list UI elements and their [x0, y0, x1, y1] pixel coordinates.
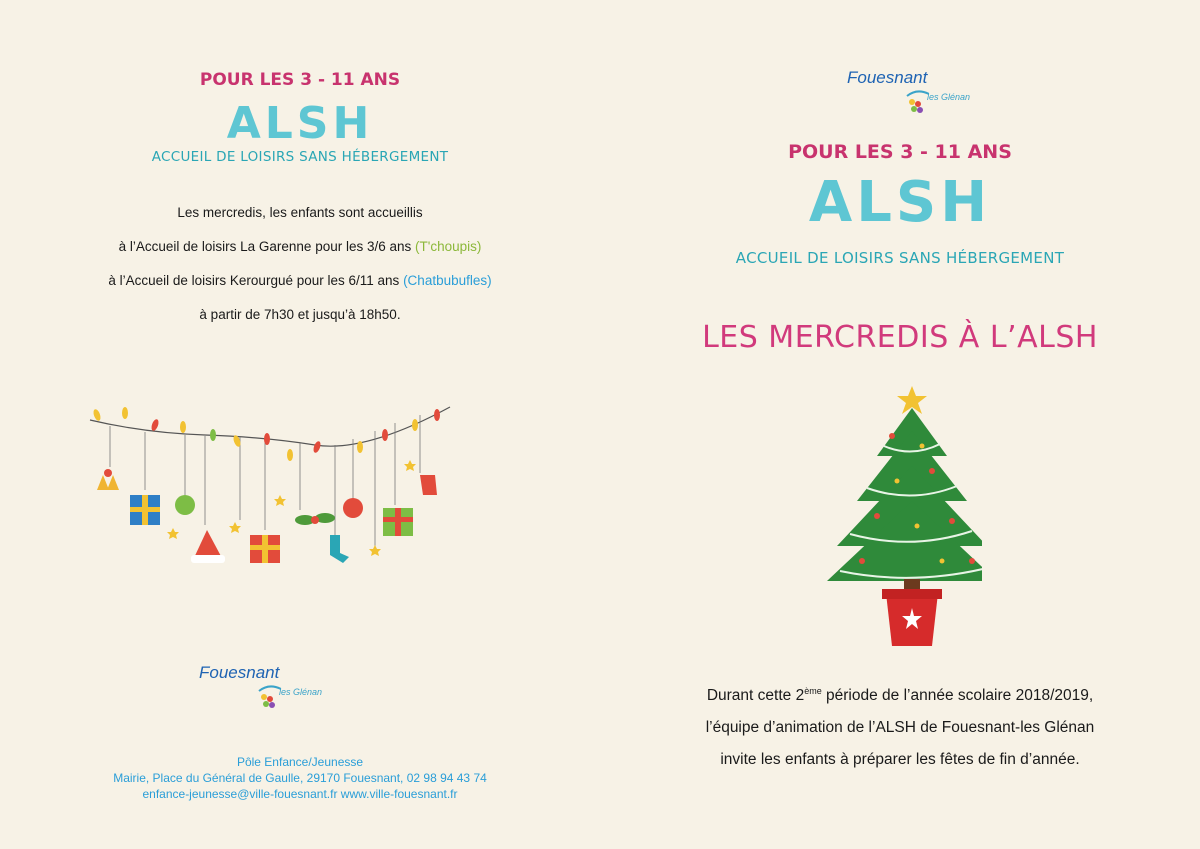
christmas-garland-illustration — [85, 395, 460, 575]
schedule-line-2: à l’Accueil de loisirs La Garenne pour les 3/6 ans (T'choupis) — [118, 239, 482, 254]
intro-line-2: l’équipe d’animation de l’ALSH de Fouesnant-les Glénan — [705, 719, 1095, 736]
schedule-line-3: à l’Accueil de loisirs Kerourgué pour les 6/11 ans (Chatbubufles) — [108, 273, 492, 288]
logo-swoosh-icon — [905, 88, 929, 114]
mercredis-title: LES MERCREDIS À L’ALSH — [702, 320, 1098, 355]
intro-line-3: invite les enfants à préparer les fêtes de fin d’année. — [720, 751, 1080, 768]
logo-sub: les Glénan — [927, 92, 971, 102]
pole-label: Pôle Enfance/Jeunesse — [236, 755, 364, 769]
age-range-heading: POUR LES 3 - 11 ANS — [199, 70, 401, 90]
alsh-subtitle: ACCUEIL DE LOISIRS SANS HÉBERGEMENT — [735, 249, 1065, 267]
schedule-line-4: à partir de 7h30 et jusqu’à 18h50. — [199, 307, 401, 322]
alsh-subtitle: ACCUEIL DE LOISIRS SANS HÉBERGEMENT — [151, 149, 449, 165]
right-panel — [600, 0, 1200, 849]
contact-block — [0, 754, 600, 802]
email-web-text: enfance-jeunesse@ville-fouesnant.fr www.ville-fouesnant.fr — [142, 787, 458, 801]
intro-paragraph — [600, 675, 1200, 776]
logo-brand: Fouesnant — [199, 663, 280, 682]
intro-line-1: Durant cette 2ème période de l’année scolaire 2018/2019, — [706, 686, 1094, 704]
christmas-tree-illustration — [822, 386, 982, 652]
fouesnant-logo — [199, 663, 339, 713]
alsh-title: ALSH — [808, 170, 992, 235]
fouesnant-logo — [847, 68, 987, 118]
address-text: Mairie, Place du Général de Gaulle, 29170 Fouesnant, 02 98 94 43 74 — [113, 771, 487, 785]
tchoupis-label: (T'choupis) — [415, 239, 482, 254]
chatbubufles-label: (Chatbubufles) — [403, 273, 492, 288]
schedule-text — [0, 196, 600, 332]
alsh-title: ALSH — [226, 98, 374, 149]
logo-brand: Fouesnant — [847, 68, 928, 87]
logo-swoosh-icon — [257, 683, 281, 709]
logo-sub: les Glénan — [279, 687, 323, 697]
age-range-heading: POUR LES 3 - 11 ANS — [788, 141, 1012, 163]
schedule-line-1: Les mercredis, les enfants sont accueillis — [177, 205, 423, 220]
